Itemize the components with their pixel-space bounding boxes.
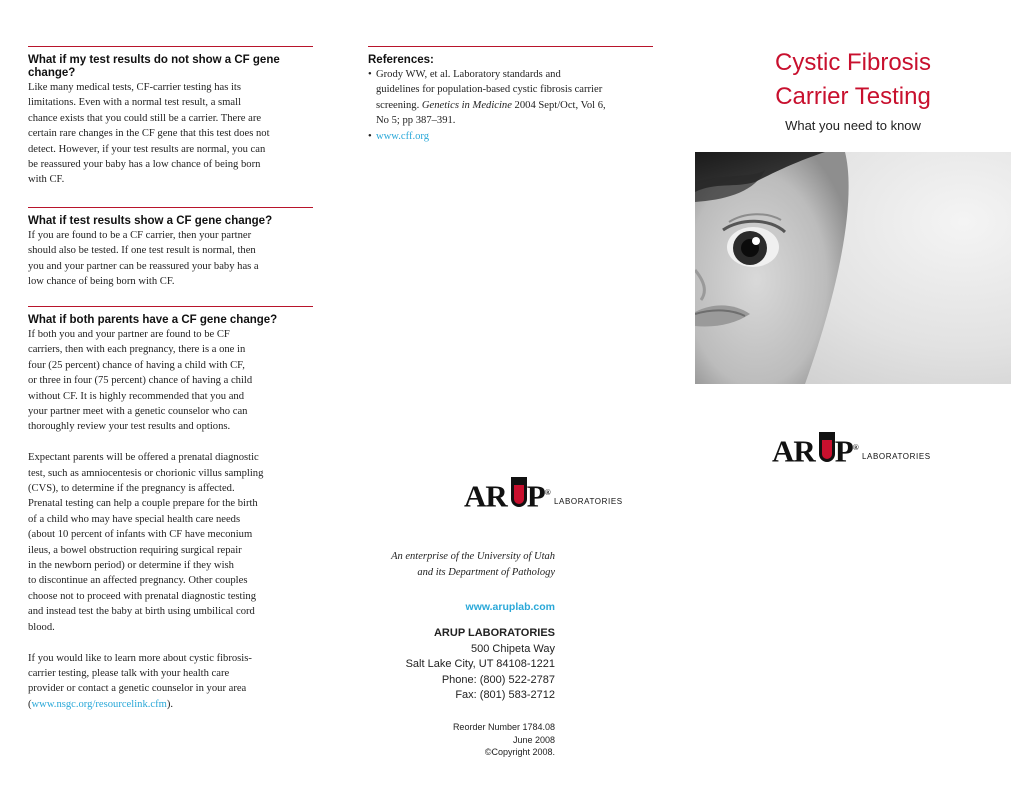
print-date: June 2008 <box>512 734 555 745</box>
body-no-cf-change: Like many medical tests, CF-carrier testing has its limitations. Even with a normal test result, a small chance exists that you could still be a carrier. There are certain rare changes in the CF gene that this test does not detect. However, if your test results are normal, you can be reassured your baby has a low chance of being born with CF. <box>28 82 270 186</box>
section-test-normal <box>28 54 318 188</box>
reference-1: • Grody WW, et al. Laboratory standards and guidelines for population-based cystic fibrosis carrier screening. Genetics in Medicine 2004 Sept/Oct, Vol 6, No 5; pp 387–391. <box>368 69 606 127</box>
test-tube-icon <box>817 432 837 466</box>
cover-title-line-2: Carrier Testing <box>775 83 931 110</box>
body-both-parents: If both you and your partner are found to be CF carriers, then with each pregnancy, there is a one in four (25 percent) chance of having a child with CF, or three in four (75 percent) chance of having a child without CF. It is highly recommended that you and your partner meet with a genetic counselor who can thoroughly review your test results and options. <box>28 329 253 433</box>
heading-no-cf-change: What if my test results do not show a CF gene change? <box>28 54 280 79</box>
rule-left-2 <box>28 207 313 208</box>
address-block <box>360 626 555 704</box>
phone: Phone: (800) 522-2787 <box>441 673 555 686</box>
enterprise-block <box>360 549 555 581</box>
rule-left-3 <box>28 306 313 307</box>
cover-subtitle: What you need to know <box>785 118 921 133</box>
company-name: ARUP LABORATORIES <box>433 627 555 639</box>
heading-both-parents: What if both parents have a CF gene change? <box>28 314 278 326</box>
enterprise-line-1: An enterprise of the University of Utah <box>391 551 555 562</box>
rule-middle <box>368 46 653 47</box>
learn-more-link-line: (www.nsgc.org/resourcelink.cfm). <box>28 698 174 710</box>
arup-logo-middle <box>464 476 634 512</box>
journal-name: Genetics in Medicine <box>421 99 512 111</box>
rule-left-1 <box>28 46 313 47</box>
cover-title-line-1: Cystic Fibrosis <box>774 49 931 76</box>
fax: Fax: (801) 583-2712 <box>455 689 555 701</box>
cover-title <box>700 46 1006 114</box>
baby-photo <box>695 152 1011 384</box>
city: Salt Lake City, UT 84108-1221 <box>405 658 555 670</box>
bullet: • <box>368 130 372 142</box>
nsgc-link[interactable]: www.nsgc.org/resourcelink.cfm <box>31 698 167 710</box>
copyright: ©Copyright 2008. <box>484 747 555 757</box>
logo-wordmark: AR P® <box>772 433 858 469</box>
heading-cf-change: What if test results show a CF gene change? <box>28 215 273 227</box>
test-tube-icon <box>509 477 529 511</box>
body-prenatal: Expectant parents will be offered a prenatal diagnostic test, such as amniocentesis or chorionic villus sampling (CVS), to determine if the pregnancy is affected. Prenatal testing can help a couple prepare for the birth of a child who may have special health care needs (about 10 percent of infants with CF have meconium ileus, a bowel obstruction requiring surgical repair in the newborn period) or determine if they wish to discontinue an affected pregnancy. Other couples choose not to proceed with prenatal diagnostic testing and instead test the baby at birth using umbilical cord blood. <box>28 452 264 633</box>
references <box>368 54 658 144</box>
reorder-number: Reorder Number 1784.08 <box>452 722 555 732</box>
section-both-parents <box>28 314 323 712</box>
logo-laboratories: LABORATORIES <box>554 497 623 506</box>
references-heading: References: <box>368 54 434 66</box>
logo-wordmark: AR P® <box>464 478 550 514</box>
logo-laboratories: LABORATORIES <box>862 452 931 461</box>
bullet: • <box>368 69 372 80</box>
enterprise-line-2: and its Department of Pathology <box>417 567 555 578</box>
reorder-block <box>360 721 555 759</box>
website-block <box>360 597 555 615</box>
street: 500 Chipeta Way <box>471 642 555 655</box>
cff-link[interactable]: www.cff.org <box>376 130 430 142</box>
reference-2 <box>368 129 658 144</box>
body-cf-change: If you are found to be a CF carrier, then your partner should also be tested. If one test result is normal, then you and your partner can be reassured your baby has a low chance of being born with CF. <box>28 230 259 288</box>
baby-face-illustration <box>695 152 1011 384</box>
arup-logo-cover <box>772 431 942 467</box>
aruplab-link[interactable]: www.aruplab.com <box>465 601 555 613</box>
section-cf-change <box>28 215 318 290</box>
body-learn-more: If you would like to learn more about cystic fibrosis- carrier testing, please talk with your health care provider or contact a genetic counselor in your area <box>28 652 252 695</box>
